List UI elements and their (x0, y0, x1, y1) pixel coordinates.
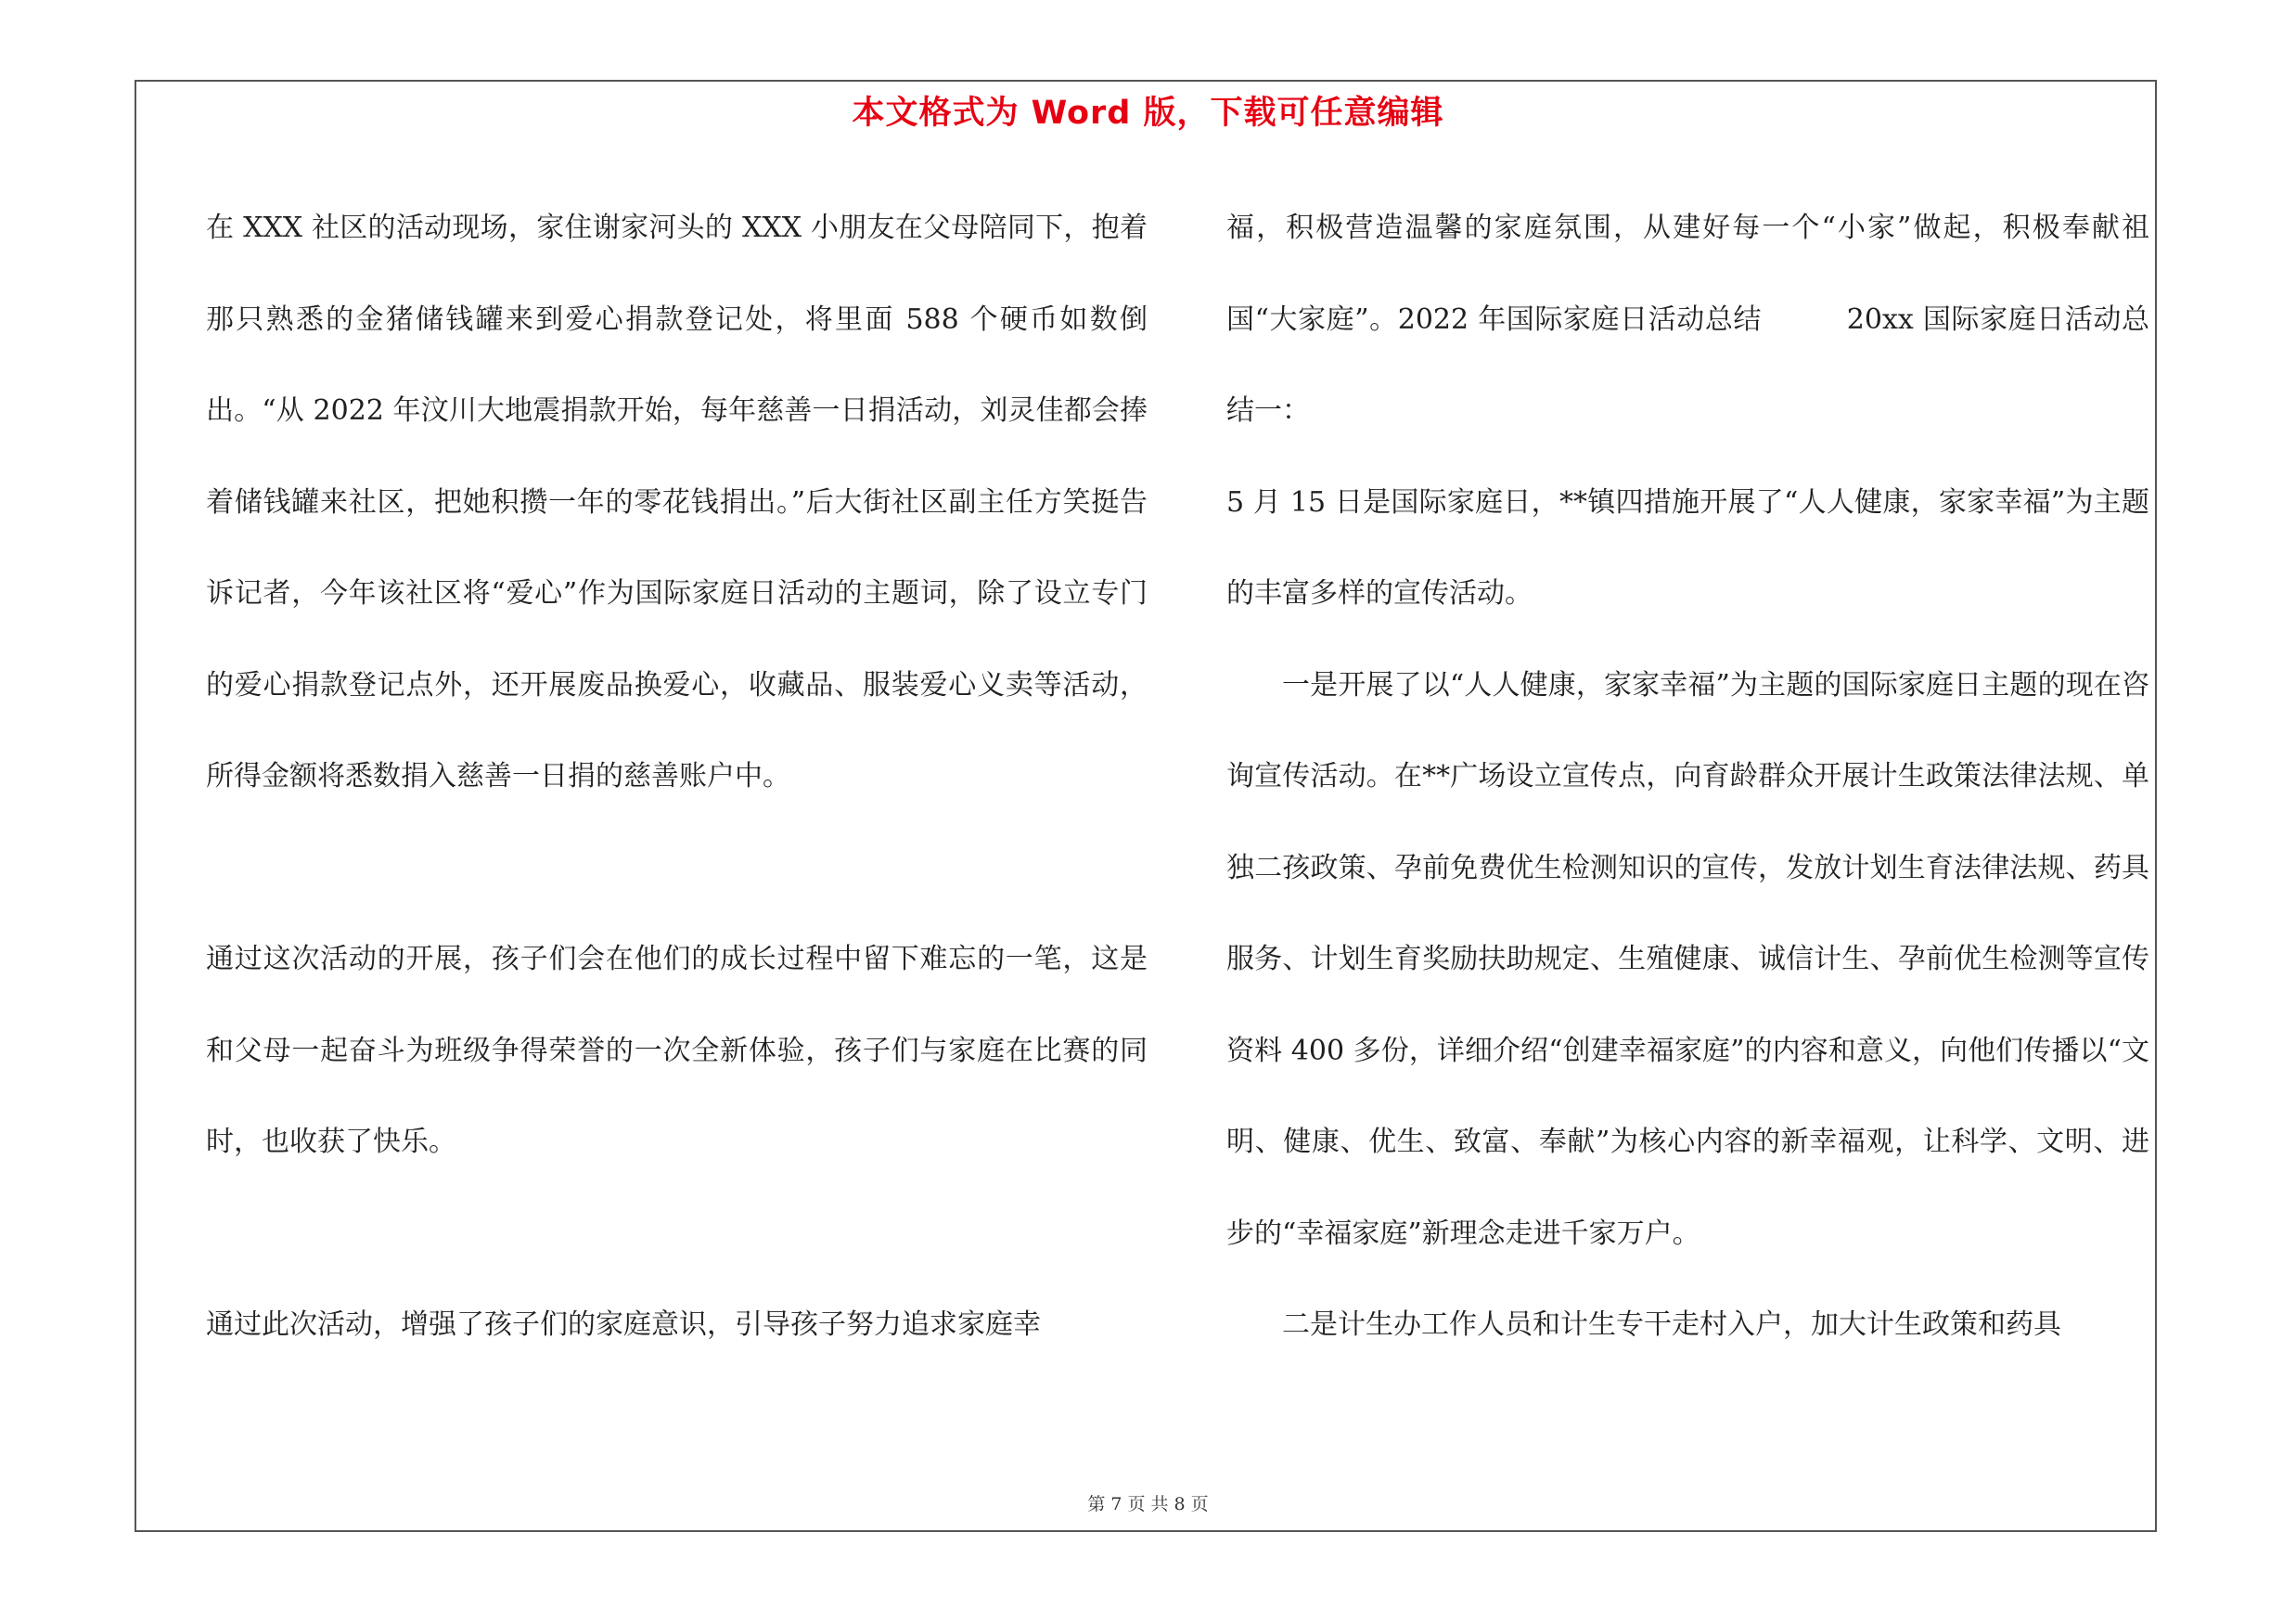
paragraph-gap (206, 823, 1148, 915)
right-paragraph-1: 福，积极营造温馨的家庭氛围，从建好每一个“小家”做起，积极奉献祖国“大家庭”。2022 年国际家庭日活动总结 20xx 国际家庭日活动总结一： (1226, 212, 2149, 427)
left-paragraph-2: 通过这次活动的开展，孩子们会在他们的成长过程中留下难忘的一笔，这是和父母一起奋斗为班级争得荣誉的一次全新体验，孩子们与家庭在比赛的同时，也收获了快乐。 (206, 943, 1148, 1158)
paragraph-gap (206, 1189, 1148, 1281)
left-column (206, 183, 1148, 1372)
page-header-notice: 本文格式为 Word 版，下载可任意编辑 (852, 95, 1444, 132)
right-paragraph-4: 二是计生办工作人员和计生专干走村入户，加大计生政策和药具 (1282, 1308, 2061, 1341)
left-paragraph-3: 通过此次活动，增强了孩子们的家庭意识，引导孩子努力追求家庭幸 (206, 1308, 1041, 1341)
page-number-footer: 第 7 页 共 8 页 (1087, 1494, 1209, 1514)
right-paragraph-3: 一是开展了以“人人健康，家家幸福”为主题的国际家庭日主题的现在咨询宣传活动。在**广场设立宣传点，向育龄群众开展计生政策法律法规、单独二孩政策、孕前免费优生检测知识的宣传，发放计划生育法律法规、药具服务、计划生育奖励扶助规定、生殖健康、诚信计生、孕前优生检测等宣传资料 400 多份，详细介绍“创建幸福家庭”的内容和意义，向他们传播以“文明、健康、优生、致富、奉献”为核心内容的新幸福观，让科学、文明、进步的“幸福家庭”新理念走进千家万户。 (1226, 668, 2149, 1250)
left-paragraph-1: 在 XXX 社区的活动现场，家住谢家河头的 XXX 小朋友在父母陪同下，抱着那只熟悉的金猪储钱罐来到爱心捐款登记处，将里面 588 个硬币如数倒出。“从 2022 年汶川大地震捐款开始，每年慈善一日捐活动，刘灵佳都会捧着储钱罐来社区，把她积攒一年的零花钱捐出。”后大街社区副主任方笑挺告诉记者，今年该社区将“爱心”作为国际家庭日活动的主题词，除了设立专门的爱心捐款登记点外，还开展废品换爱心，收藏品、服装爱心义卖等活动，所得金额将悉数捐入慈善一日捐的慈善账户中。 (206, 212, 1148, 792)
right-column (1226, 183, 2149, 1372)
right-paragraph-2: 5 月 15 日是国际家庭日，**镇四措施开展了“人人健康，家家幸福”为主题的丰富多样的宣传活动。 (1226, 485, 2149, 610)
